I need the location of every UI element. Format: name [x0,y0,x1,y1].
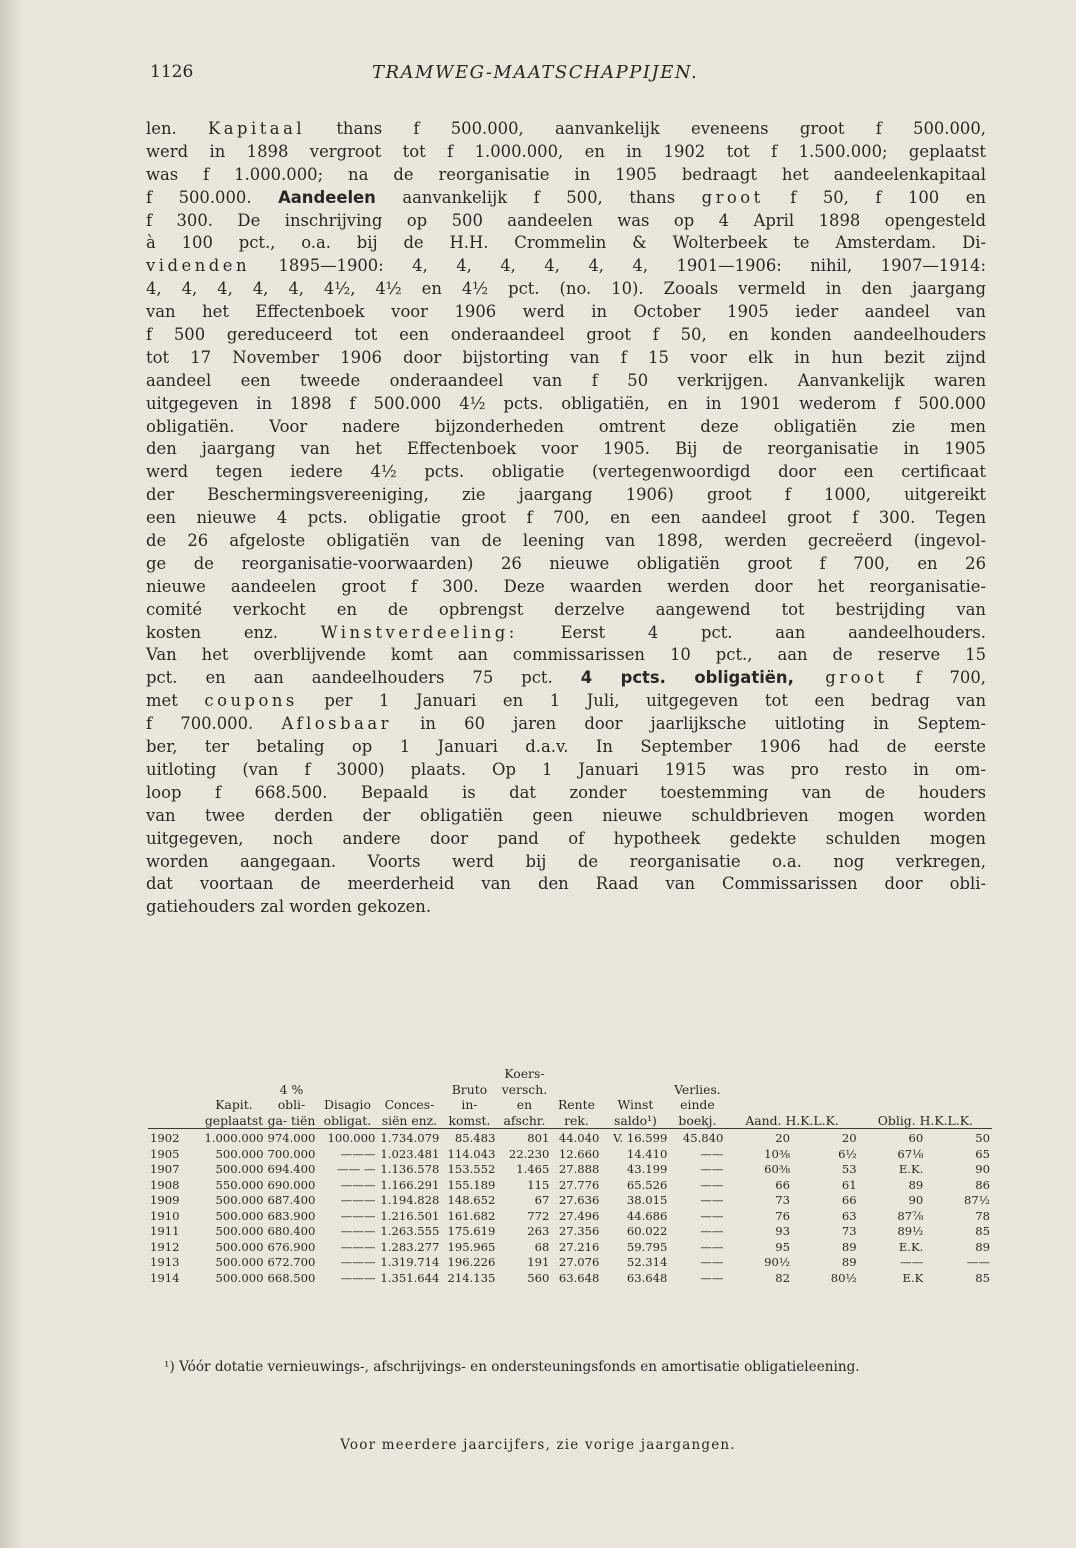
table-cell-a1: 82 [775,1270,791,1285]
table-cell-y: 1910 [150,1208,180,1223]
table-cell-con: 1.351.644 [380,1270,440,1285]
table-cell-ren: 27.496 [558,1208,600,1223]
table-cell-obl: 668.500 [267,1270,316,1285]
table-row [148,1147,992,1163]
text-line: kosten enz. Winstverdeeling: Eerst 4 pct. aan aandeelhouders. [146,622,987,642]
table-cell-ver: —— [700,1255,724,1269]
page-number: 1126 [150,62,194,82]
table-cell-a1: 90½ [764,1255,791,1269]
table-cell-ver: —— [700,1224,724,1238]
table-cell-koe: 263 [527,1224,550,1238]
col-header-bruto: Bruto in- komst. [448,1081,491,1128]
table-cell-ren: 27.888 [558,1162,600,1176]
table-cell-koe: 1.465 [516,1162,550,1176]
table-cell-a2: 53 [841,1162,857,1176]
col-header-obligatien: 4 % obli- ga- tiën [267,1081,316,1128]
table-row [148,1240,992,1256]
table-cell-a2: 6½ [838,1146,857,1161]
text-line: een nieuwe 4 pcts. obligatie groot f 700, en een aandeel groot f 300. Tegen [146,508,986,528]
text-line: werd tegen iedere 4½ pcts. obligatie (vertegenwoordigd door een certificaat [146,462,986,482]
col-header-rente: Rente rek. [557,1097,595,1128]
table-cell-dis: ——— [340,1239,376,1254]
table-cell-dis: 100.000 [327,1131,376,1145]
col-header-koersverschil: Koers- versch. en afschr. [501,1066,548,1128]
table-cell-a2: 20 [841,1131,857,1145]
table-cell-dis: ——— [340,1255,376,1269]
table-cell-o1: 60 [908,1131,924,1145]
closing-note: Voor meerdere jaarcijfers, zie vorige jaargangen. [340,1437,736,1453]
table-cell-bru: 153.552 [447,1162,496,1176]
table-cell-o2: 90 [975,1162,990,1176]
table-cell-koe: 68 [534,1239,550,1254]
table-cell-y: 1911 [150,1224,180,1238]
table-cell-win: 43.199 [626,1162,668,1176]
table-cell-obl: 672.700 [267,1255,316,1269]
table-cell-koe: 191 [527,1255,550,1269]
table-cell-ren: 27.216 [558,1239,600,1254]
table-cell-obl: 683.900 [267,1208,316,1223]
table-row [148,1131,992,1147]
text-line: der Beschermingsvereeniging, zie jaargang 1906) groot f 1000, uitgereikt [146,485,986,505]
table-row [148,1193,992,1209]
table-cell-con: 1.166.291 [380,1177,440,1192]
text-line: obligatiën. Voor nadere bijzonderheden omtrent deze obligatiën zie men [146,416,986,436]
text-line: ber, ter betaling op 1 Januari d.a.v. In September 1906 had de eerste [146,737,986,757]
text-line: van twee derden der obligatiën geen nieuwe schuldbrieven mogen worden [146,805,986,825]
text-line: was f 1.000.000; na de reorganisatie in 1905 bedraagt het aandeelenkapitaal [146,164,986,184]
table-cell-koe: 115 [527,1177,550,1192]
text-line: f 500.000. Aandeelen aanvankelijk f 500, thans groot f 50, f 100 en [146,187,986,207]
table-cell-con: 1.319.714 [380,1255,440,1269]
table-cell-ver: —— [700,1208,724,1223]
text-line: de 26 afgeloste obligatiën van de leening van 1898, werden gecreëerd (ingevol- [146,531,986,551]
table-cell-bru: 85.483 [454,1131,496,1145]
footnote: ¹) Vóór dotatie vernieuwings-, afschrijvings- en ondersteuningsfonds en amortisatie obligatieleening. [164,1359,860,1375]
running-title: TRAMWEG-MAATSCHAPPIJEN. [372,62,699,83]
table-cell-obl: 676.900 [267,1239,316,1254]
table-cell-a1: 95 [775,1239,791,1254]
table-cell-ver: —— [700,1270,724,1285]
table-cell-koe: 772 [527,1208,550,1223]
text-line: à 100 pct., o.a. bij de H.H. Crommelin & Wolterbeek te Amsterdam. Di- [146,233,986,253]
table-cell-o2: 85 [975,1224,990,1238]
table-cell-y: 1909 [150,1193,180,1207]
table-cell-dis: ——— [340,1224,376,1238]
section-heading-obligatien: 4 pcts. obligatiën, [580,668,794,688]
table-row [148,1209,992,1225]
table-cell-kap: 550.000 [215,1177,264,1192]
table-cell-o2: 87½ [964,1193,990,1207]
table-cell-a2: 73 [841,1224,857,1238]
table-cell-con: 1.216.501 [380,1208,440,1223]
table-cell-a1: 76 [775,1208,791,1223]
table-cell-bru: 196.226 [447,1255,496,1269]
table-cell-win: V. 16.599 [613,1131,668,1145]
table-cell-o1: 87⅞ [897,1208,924,1223]
table-cell-obl: 694.400 [267,1162,316,1176]
text-line: werd in 1898 vergroot tot f 1.000.000, en in 1902 tot f 1.500.000; geplaatst [146,141,986,161]
table-cell-kap: 500.000 [215,1270,264,1285]
text-line: loop f 668.500. Bepaald is dat zonder toestemming van de houders [146,782,986,802]
table-cell-a2: 89 [841,1255,857,1269]
table-cell-bru: 214.135 [447,1270,496,1285]
table-header-row [148,1066,992,1129]
table-cell-o1: E.K [902,1270,924,1285]
table-cell-bru: 175.619 [447,1224,496,1238]
table-cell-kap: 500.000 [215,1239,264,1254]
table-cell-o2: 50 [975,1131,990,1145]
table-body [148,1131,992,1286]
text-line: dat voortaan de meerderheid van den Raad van Commissarissen door obli- [146,874,986,894]
table-cell-o2: 65 [975,1146,990,1161]
table-cell-dis: ——— [340,1177,376,1192]
text-line: f 500 gereduceerd tot een onderaandeel groot f 50, en konden aandeelhouders [146,325,986,345]
table-cell-ver: —— [700,1239,724,1254]
table-cell-a1: 20 [775,1131,791,1145]
table-row [148,1162,992,1178]
table-cell-ver: 45.840 [682,1131,724,1145]
col-header-kapitaal: Kapit. geplaatst [204,1097,264,1128]
table-cell-bru: 161.682 [447,1208,496,1223]
table-cell-o2: 86 [975,1177,990,1192]
table-cell-ren: 63.648 [558,1270,600,1285]
table-cell-win: 65.526 [626,1177,668,1192]
col-header-obligaties: Oblig. H.K.L.K. [877,1112,973,1128]
table-cell-kap: 500.000 [215,1224,264,1238]
table-cell-dis: ——— [340,1146,376,1161]
section-heading-aandeelen: Aandeelen [278,187,376,207]
table-cell-kap: 500.000 [215,1208,264,1223]
table-cell-ren: 27.076 [558,1255,600,1269]
table-cell-y: 1905 [150,1146,180,1161]
table-row [148,1178,992,1194]
table-cell-win: 14.410 [626,1146,668,1161]
table-cell-y: 1902 [150,1131,180,1145]
table-cell-obl: 690.000 [267,1177,316,1192]
article-body [146,118,986,919]
table-cell-o2: 85 [975,1270,990,1285]
text-line: gatiehouders zal worden gekozen. [146,897,432,917]
table-cell-o1: E.K. [898,1239,924,1254]
text-line: uitgegeven, noch andere door pand of hypotheek gedekte schulden mogen [146,828,986,848]
table-cell-a2: 66 [841,1193,857,1207]
table-cell-a1: 66 [775,1177,791,1192]
table-cell-kap: 500.000 [215,1193,264,1207]
text-line: uitgegeven in 1898 f 500.000 4½ pcts. obligatiën, en in 1901 wederom f 500.000 [146,393,986,413]
text-line: comité verkocht en de opbrengst derzelve aangewend tot bestrijding van [146,599,986,619]
col-header-disagio: Disagio obligat. [323,1097,372,1128]
table-cell-o1: —— [900,1255,924,1269]
text-line: videnden 1895—1900: 4, 4, 4, 4, 4, 4, 1901—1906: nihil, 1907—1914: [146,256,986,276]
table-row [148,1271,992,1287]
table-cell-bru: 155.189 [447,1177,496,1192]
table-cell-con: 1.263.555 [380,1224,440,1238]
text-line: 4, 4, 4, 4, 4, 4½, 4½ en 4½ pct. (no. 10). Zooals vermeld in den jaargang [146,279,986,299]
table-cell-dis: ——— [340,1270,376,1285]
table-cell-o2: —— [966,1255,990,1269]
col-header-aandeelen: Aand. H.K.L.K. [745,1112,839,1128]
table-cell-a1: 60⅜ [764,1162,791,1176]
table-cell-ver: —— [700,1146,724,1161]
text-line: aandeel een tweede onderaandeel van f 50 verkrijgen. Aanvankelijk waren [146,370,986,390]
table-cell-ver: —— [700,1162,724,1176]
col-header-verlies: Verlies. einde boekj. [674,1081,721,1128]
col-header-year [148,1066,202,1129]
table-cell-win: 59.795 [626,1239,668,1254]
col-header-winst: Winst saldo¹) [613,1097,657,1128]
table-cell-win: 60.022 [626,1224,668,1238]
table-cell-dis: —— — [336,1162,376,1176]
table-row [148,1255,992,1271]
table-cell-kap: 500.000 [215,1146,264,1161]
table-cell-win: 52.314 [626,1255,668,1269]
table-cell-o1: 89 [908,1177,924,1192]
table-cell-koe: 801 [527,1131,550,1145]
table-cell-y: 1912 [150,1239,180,1254]
section-heading-winstverdeeling: Winstverdeeling: [320,622,518,642]
table-cell-ren: 27.776 [558,1177,600,1192]
table-cell-o1: 89½ [897,1224,924,1238]
text-line: uitloting (van f 3000) plaats. Op 1 Januari 1915 was pro resto in om- [146,759,986,779]
text-line: Van het overblijvende komt aan commissarissen 10 pct., aan de reserve 15 [146,645,986,665]
table-cell-bru: 195.965 [447,1239,496,1254]
table-cell-con: 1.136.578 [380,1162,440,1176]
page-header [0,62,1076,92]
table-cell-koe: 560 [527,1270,550,1285]
table-cell-kap: 1.000.000 [204,1131,264,1145]
table-cell-o1: 90 [908,1193,924,1207]
table-cell-o2: 89 [975,1239,990,1254]
text-line: worden aangegaan. Voorts werd bij de reorganisatie o.a. nog verkregen, [146,851,986,871]
table-cell-koe: 67 [534,1193,550,1207]
table-cell-obl: 974.000 [267,1131,316,1145]
table-cell-ren: 44.040 [558,1131,600,1145]
table-cell-ren: 12.660 [558,1146,600,1161]
table-cell-a1: 10⅜ [764,1146,791,1161]
text-line: met coupons per 1 Januari en 1 Juli, uitgegeven tot een bedrag van [146,691,986,711]
text-line: f 300. De inschrijving op 500 aandeelen was op 4 April 1898 opengesteld [146,210,986,230]
table-cell-obl: 687.400 [267,1193,316,1207]
text-line: nieuwe aandeelen groot f 300. Deze waarden werden door het reorganisatie- [146,576,986,596]
table-cell-bru: 148.652 [447,1193,496,1207]
text-line: f 700.000. Aflosbaar in 60 jaren door jaarlijksche uitloting in Septem- [146,714,986,734]
table-cell-ver: —— [700,1177,724,1192]
table-cell-bru: 114.043 [447,1146,496,1161]
table-cell-con: 1.023.481 [380,1146,440,1161]
table-cell-a2: 61 [841,1177,857,1192]
table-cell-con: 1.283.277 [380,1239,440,1254]
text-line: len. Kapitaal thans f 500.000, aanvankelijk eveneens groot f 500.000, [146,119,986,138]
table-cell-o1: E.K. [898,1162,924,1176]
table-cell-win: 44.686 [626,1208,668,1223]
table-cell-a2: 80½ [830,1270,857,1285]
table-cell-o2: 78 [975,1208,990,1223]
table-cell-con: 1.734.079 [380,1131,440,1145]
table-cell-dis: ——— [340,1193,376,1207]
table-cell-a1: 73 [775,1193,791,1207]
page-binding-edge [0,0,26,1548]
financial-statistics-table [148,1066,992,1286]
table-cell-o1: 67⅛ [897,1146,924,1161]
table-cell-win: 38.015 [626,1193,668,1207]
col-header-concessien: Conces- siën enz. [381,1097,438,1128]
table-row [148,1224,992,1240]
table-cell-obl: 680.400 [267,1224,316,1238]
table-cell-con: 1.194.828 [380,1193,440,1207]
table-cell-y: 1908 [150,1177,180,1192]
text-line: ge de reorganisatie-voorwaarden) 26 nieuwe obligatiën groot f 700, en 26 [146,553,986,573]
table-cell-dis: ——— [340,1208,376,1223]
table-cell-a1: 93 [775,1224,791,1238]
table-cell-a2: 63 [841,1208,857,1223]
text-line: pct. en aan aandeelhouders 75 pct. 4 pcts. obligatiën, groot f 700, [146,668,986,688]
table-cell-ren: 27.636 [558,1193,600,1207]
table-cell-y: 1913 [150,1255,180,1269]
table-cell-obl: 700.000 [267,1146,316,1161]
text-line: tot 17 November 1906 door bijstorting van f 15 voor elk in hun bezit zijnd [146,347,986,367]
table-cell-y: 1914 [150,1270,180,1285]
table-cell-kap: 500.000 [215,1162,264,1176]
table-cell-kap: 500.000 [215,1255,264,1269]
text-line: van het Effectenboek voor 1906 werd in October 1905 ieder aandeel van [146,302,986,322]
table-cell-a2: 89 [841,1239,857,1254]
table-cell-win: 63.648 [626,1270,668,1285]
table-cell-y: 1907 [150,1162,180,1176]
text-line: den jaargang van het Effectenboek voor 1905. Bij de reorganisatie in 1905 [146,439,986,459]
table-cell-koe: 22.230 [508,1146,550,1161]
table-cell-ver: —— [700,1193,724,1207]
table-cell-ren: 27.356 [558,1224,600,1238]
